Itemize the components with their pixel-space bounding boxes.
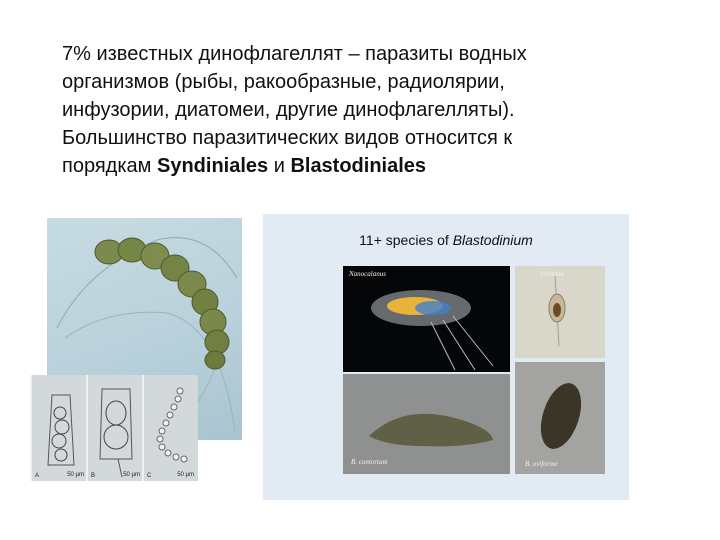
oviforme-cell: [533, 378, 588, 454]
scale-label-c: 50 µm: [177, 472, 194, 478]
stalk: [118, 459, 122, 477]
oithona-parasite: [553, 303, 561, 317]
cell-cluster-illustration: [88, 375, 144, 481]
tile-contortum: [343, 374, 510, 474]
spore-chain-illustration: [144, 375, 198, 481]
cell: [106, 401, 126, 425]
spore-chain: [157, 388, 187, 462]
text-line-2: организмов (рыбы, ракообразные, радиолярии,: [62, 71, 505, 93]
blastodinium-figure: [263, 214, 629, 500]
parasite-blue: [415, 301, 451, 315]
text-line-4: Большинство паразитических видов относится к: [62, 127, 513, 149]
contortum-cell: [369, 414, 493, 447]
scale-label-a: 50 µm: [67, 472, 84, 478]
cell: [55, 449, 67, 461]
order-syndiniales: Syndiniales: [156, 155, 269, 177]
panel-c: [142, 375, 198, 481]
panel-label-a: A: [35, 473, 40, 479]
tile-caption-oithona: Oithona: [541, 270, 564, 278]
oithona-illustration: [515, 266, 605, 358]
lorica-outline: [48, 395, 74, 465]
cell-chain: [95, 238, 229, 369]
figure-title-prefix: 11+ species of: [359, 232, 449, 248]
tile-caption-oviforme: B. oviforme: [525, 460, 558, 468]
slide-text: [62, 40, 662, 180]
cell: [104, 425, 128, 449]
figure-title-genus: Blastodinium: [452, 232, 533, 248]
cell: [205, 351, 225, 369]
text-line-1: 7% известных динофлагеллят – паразиты водных: [62, 43, 527, 65]
text-line-5: [62, 152, 662, 180]
micrograph-strip: [30, 375, 196, 481]
cell: [55, 420, 69, 434]
panel-label-b: B: [91, 473, 96, 479]
panel-a: [30, 375, 88, 481]
cell: [205, 330, 229, 354]
panel-b: [86, 375, 144, 481]
line5-prefix: порядкам: [62, 155, 152, 177]
figure-title: [263, 232, 629, 248]
tile-oviforme: [515, 362, 605, 474]
cell: [52, 434, 66, 448]
copepod-illustration: [343, 266, 510, 372]
panel-label-c: C: [147, 473, 152, 479]
oviforme-illustration: [515, 362, 605, 474]
cell-cluster-illustration: [32, 375, 88, 481]
scale-label-b: 50 µm: [123, 472, 140, 478]
tile-caption-contortum: B. contortum: [351, 458, 388, 466]
text-line-3: инфузории, диатомеи, другие динофлагелляты).: [62, 99, 515, 121]
conjunction: и: [273, 155, 285, 177]
tile-oithona: [515, 266, 605, 358]
tile-copepod: [343, 266, 510, 372]
tile-caption-nanocalanus: Nanocalanus: [349, 270, 386, 278]
order-blastodiniales: Blastodiniales: [290, 155, 427, 177]
cell: [54, 407, 66, 419]
